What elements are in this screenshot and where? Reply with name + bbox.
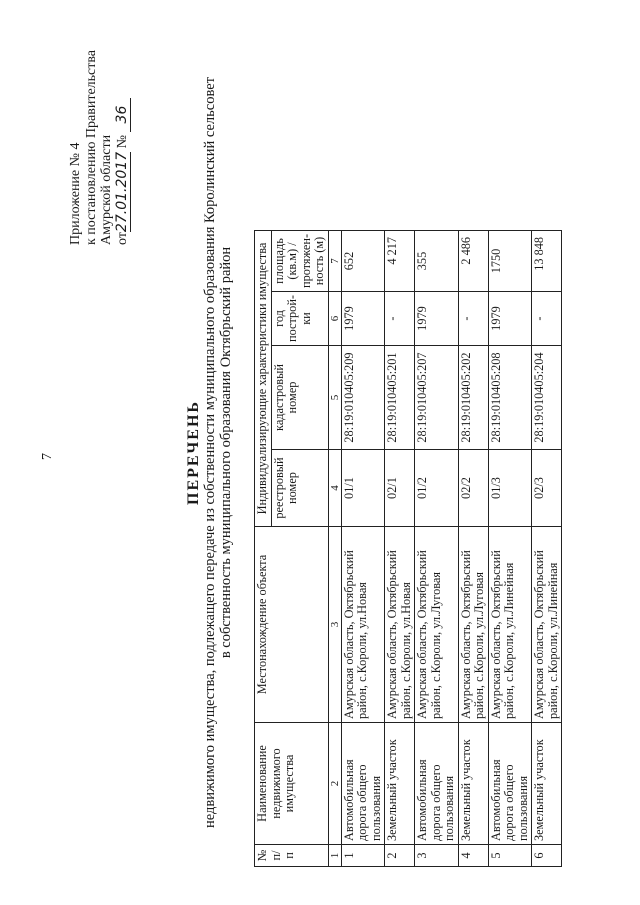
appendix-line-3: Амурской области bbox=[99, 134, 114, 245]
cell-name: Автомобильная дорога общего пользования bbox=[488, 723, 532, 845]
cell-registry: 02/1 bbox=[385, 450, 415, 527]
table-row bbox=[385, 230, 415, 866]
cell-registry: 01/3 bbox=[488, 450, 532, 527]
cell-name: Земельный участок bbox=[532, 723, 562, 845]
cell-location: Амурская область, Октябрьский район, с.Короли, ул.Луговая bbox=[458, 527, 488, 723]
cell-location: Амурская область, Октябрьский район, с.Короли, ул.Линейная bbox=[488, 527, 532, 723]
cell-location: Амурская область, Октябрьский район, с.Короли, ул.Новая bbox=[341, 527, 385, 723]
handwritten-date: 27.01.2017 bbox=[113, 151, 130, 233]
cell-location: Амурская область, Октябрьский район, с.Короли, ул.Новая bbox=[385, 527, 415, 723]
cell-year: 1979 bbox=[488, 292, 532, 346]
appendix-block bbox=[68, 50, 131, 245]
table-row bbox=[415, 230, 459, 866]
column-number: 5 bbox=[328, 346, 341, 450]
document-title: ПЕРЕЧЕНЬ bbox=[185, 400, 202, 505]
cell-year: - bbox=[532, 292, 562, 346]
column-number: 6 bbox=[328, 292, 341, 346]
column-number-row bbox=[328, 230, 341, 866]
column-number: 7 bbox=[328, 230, 341, 291]
header-cadastral: кадастровый номер bbox=[271, 346, 328, 450]
appendix-date-line bbox=[115, 50, 132, 245]
header-characteristics: Индивидуализирующие характеристики имущества bbox=[255, 230, 272, 526]
header-name: Наименование недвижимого имущества bbox=[255, 723, 329, 845]
header-area: площадь (кв.м) / протяжен-ность (м) bbox=[271, 230, 328, 291]
cell-year: 1979 bbox=[415, 292, 459, 346]
cell-cadastral: 28:19:010405:201 bbox=[385, 346, 415, 450]
cell-registry: 01/2 bbox=[415, 450, 459, 527]
cell-year: - bbox=[458, 292, 488, 346]
table-row bbox=[341, 230, 385, 866]
cell-name: Земельный участок bbox=[458, 723, 488, 845]
cell-no: 3 bbox=[415, 845, 459, 867]
number-prefix: № bbox=[114, 135, 130, 149]
cell-cadastral: 28:19:010405:207 bbox=[415, 346, 459, 450]
cell-year: 1979 bbox=[341, 292, 385, 346]
column-number: 4 bbox=[328, 450, 341, 527]
cell-cadastral: 28:19:010405:209 bbox=[341, 346, 385, 450]
column-number: 1 bbox=[328, 845, 341, 867]
document-subtitle-line-2: в собственность муниципального образования Октябрьский район bbox=[218, 246, 234, 659]
cell-area: 4 217 bbox=[385, 230, 415, 291]
header-year: год построй-ки bbox=[271, 292, 328, 346]
cell-cadastral: 28:19:010405:204 bbox=[532, 346, 562, 450]
cell-area: 652 bbox=[341, 230, 385, 291]
property-table bbox=[254, 230, 562, 867]
cell-name: Автомобильная дорога общего пользования bbox=[415, 723, 459, 845]
cell-cadastral: 28:19:010405:208 bbox=[488, 346, 532, 450]
cell-cadastral: 28:19:010405:202 bbox=[458, 346, 488, 450]
cell-no: 1 bbox=[341, 845, 385, 867]
cell-area: 1750 bbox=[488, 230, 532, 291]
header-row bbox=[255, 230, 272, 866]
cell-area: 13 848 bbox=[532, 230, 562, 291]
cell-no: 2 bbox=[385, 845, 415, 867]
handwritten-number: 36 bbox=[115, 98, 132, 132]
cell-area: 355 bbox=[415, 230, 459, 291]
column-number: 3 bbox=[328, 527, 341, 723]
table-row bbox=[488, 230, 532, 866]
table-row bbox=[532, 230, 562, 866]
table-row bbox=[458, 230, 488, 866]
document-subtitle-line-1: недвижимого имущества, подлежащего передаче из собственности муниципального образования Королинский сельсовет bbox=[202, 77, 218, 829]
cell-year: - bbox=[385, 292, 415, 346]
date-prefix: от bbox=[114, 232, 130, 245]
column-number: 2 bbox=[328, 723, 341, 845]
cell-registry: 02/2 bbox=[458, 450, 488, 527]
cell-no: 5 bbox=[488, 845, 532, 867]
cell-name: Земельный участок bbox=[385, 723, 415, 845]
header-location: Местонахождение объекта bbox=[255, 527, 329, 723]
cell-no: 6 bbox=[532, 845, 562, 867]
appendix-line-1: Приложение № 4 bbox=[68, 142, 83, 245]
header-registry: реестровый номер bbox=[271, 450, 328, 527]
cell-area: 2 486 bbox=[458, 230, 488, 291]
cell-name: Автомобильная дорога общего пользования bbox=[341, 723, 385, 845]
cell-registry: 01/1 bbox=[341, 450, 385, 527]
header-no: № п/п bbox=[255, 845, 329, 867]
cell-no: 4 bbox=[458, 845, 488, 867]
page-number: 7 bbox=[40, 453, 55, 460]
cell-location: Амурская область, Октябрьский район, с.Короли, ул.Линейная bbox=[532, 527, 562, 723]
cell-registry: 02/3 bbox=[532, 450, 562, 527]
cell-location: Амурская область, Октябрьский район, с.Короли, ул.Луговая bbox=[415, 527, 459, 723]
appendix-line-2: к постановлению Правительства bbox=[83, 49, 99, 245]
